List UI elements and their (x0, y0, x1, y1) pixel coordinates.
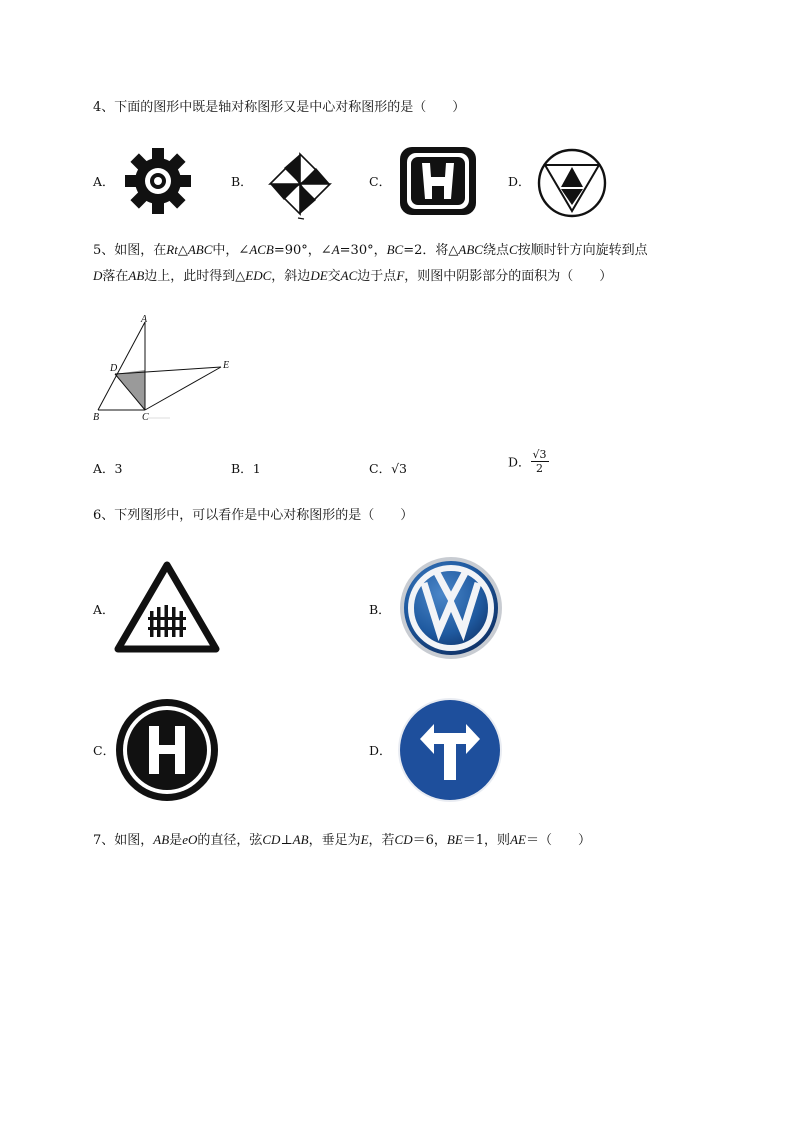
railway-crossing-sign-icon (114, 561, 220, 655)
pinwheel-icon (258, 146, 342, 222)
q6-option-d-label: D． (369, 743, 392, 758)
q4-option-a-label: A． (93, 174, 115, 189)
gear-icon (122, 145, 194, 217)
figure-label-e: E (223, 360, 230, 371)
q6-option-b-label: B． (369, 602, 391, 617)
figure-label-d: D (110, 363, 118, 374)
question-5-line-2: D落在AB边上，此时得到△EDC，斜边DE交AC边于点F，则图中阴影部分的面积为（ ） (93, 268, 613, 284)
volkswagen-logo-icon (398, 555, 504, 661)
q6-option-c-label: C． (93, 743, 116, 758)
triangle-circle-icon (536, 147, 608, 219)
straight-or-left-arrow-sign-icon (396, 696, 504, 804)
q5-option-c: C．√3 (369, 461, 407, 476)
honda-logo-icon (398, 145, 478, 217)
question-5-line-1: 5、如图，在Rt△ABC中，∠ACB=90°，∠A=30°，BC=2．将△ABC绕点C按顺时针方向旋转到点 (93, 242, 648, 258)
q4-option-d-label: D． (508, 174, 531, 189)
figure-label-c: C (142, 412, 149, 423)
question-7-text: 7、如图，AB是eO的直径，弦CD⊥AB，垂足为E，若CD＝6，BE＝1，则AE＝（ ） (93, 832, 591, 848)
figure-label-b: B (93, 412, 100, 423)
q5-option-b: B．1 (231, 461, 261, 476)
question-4-text: 4、下面的图形中既是轴对称图形又是中心对称图形的是（ ） (93, 100, 466, 115)
q5-geometry-figure (88, 310, 248, 430)
q4-option-c-label: C． (369, 174, 392, 189)
q5-option-d: D． $\frac{√3}{2}$ (508, 448, 547, 475)
figure-label-a: A (141, 314, 148, 325)
question-6-text: 6、下列图形中，可以看作是中心对称图形的是（ ） (93, 508, 414, 523)
helipad-h-icon (114, 697, 220, 803)
fraction-sqrt3-over-2: $\frac{√3}{2}$ (532, 448, 547, 475)
q5-option-a: A．3 (93, 461, 123, 476)
q6-option-a-label: A． (93, 602, 115, 617)
q4-option-b-label: B． (231, 174, 253, 189)
